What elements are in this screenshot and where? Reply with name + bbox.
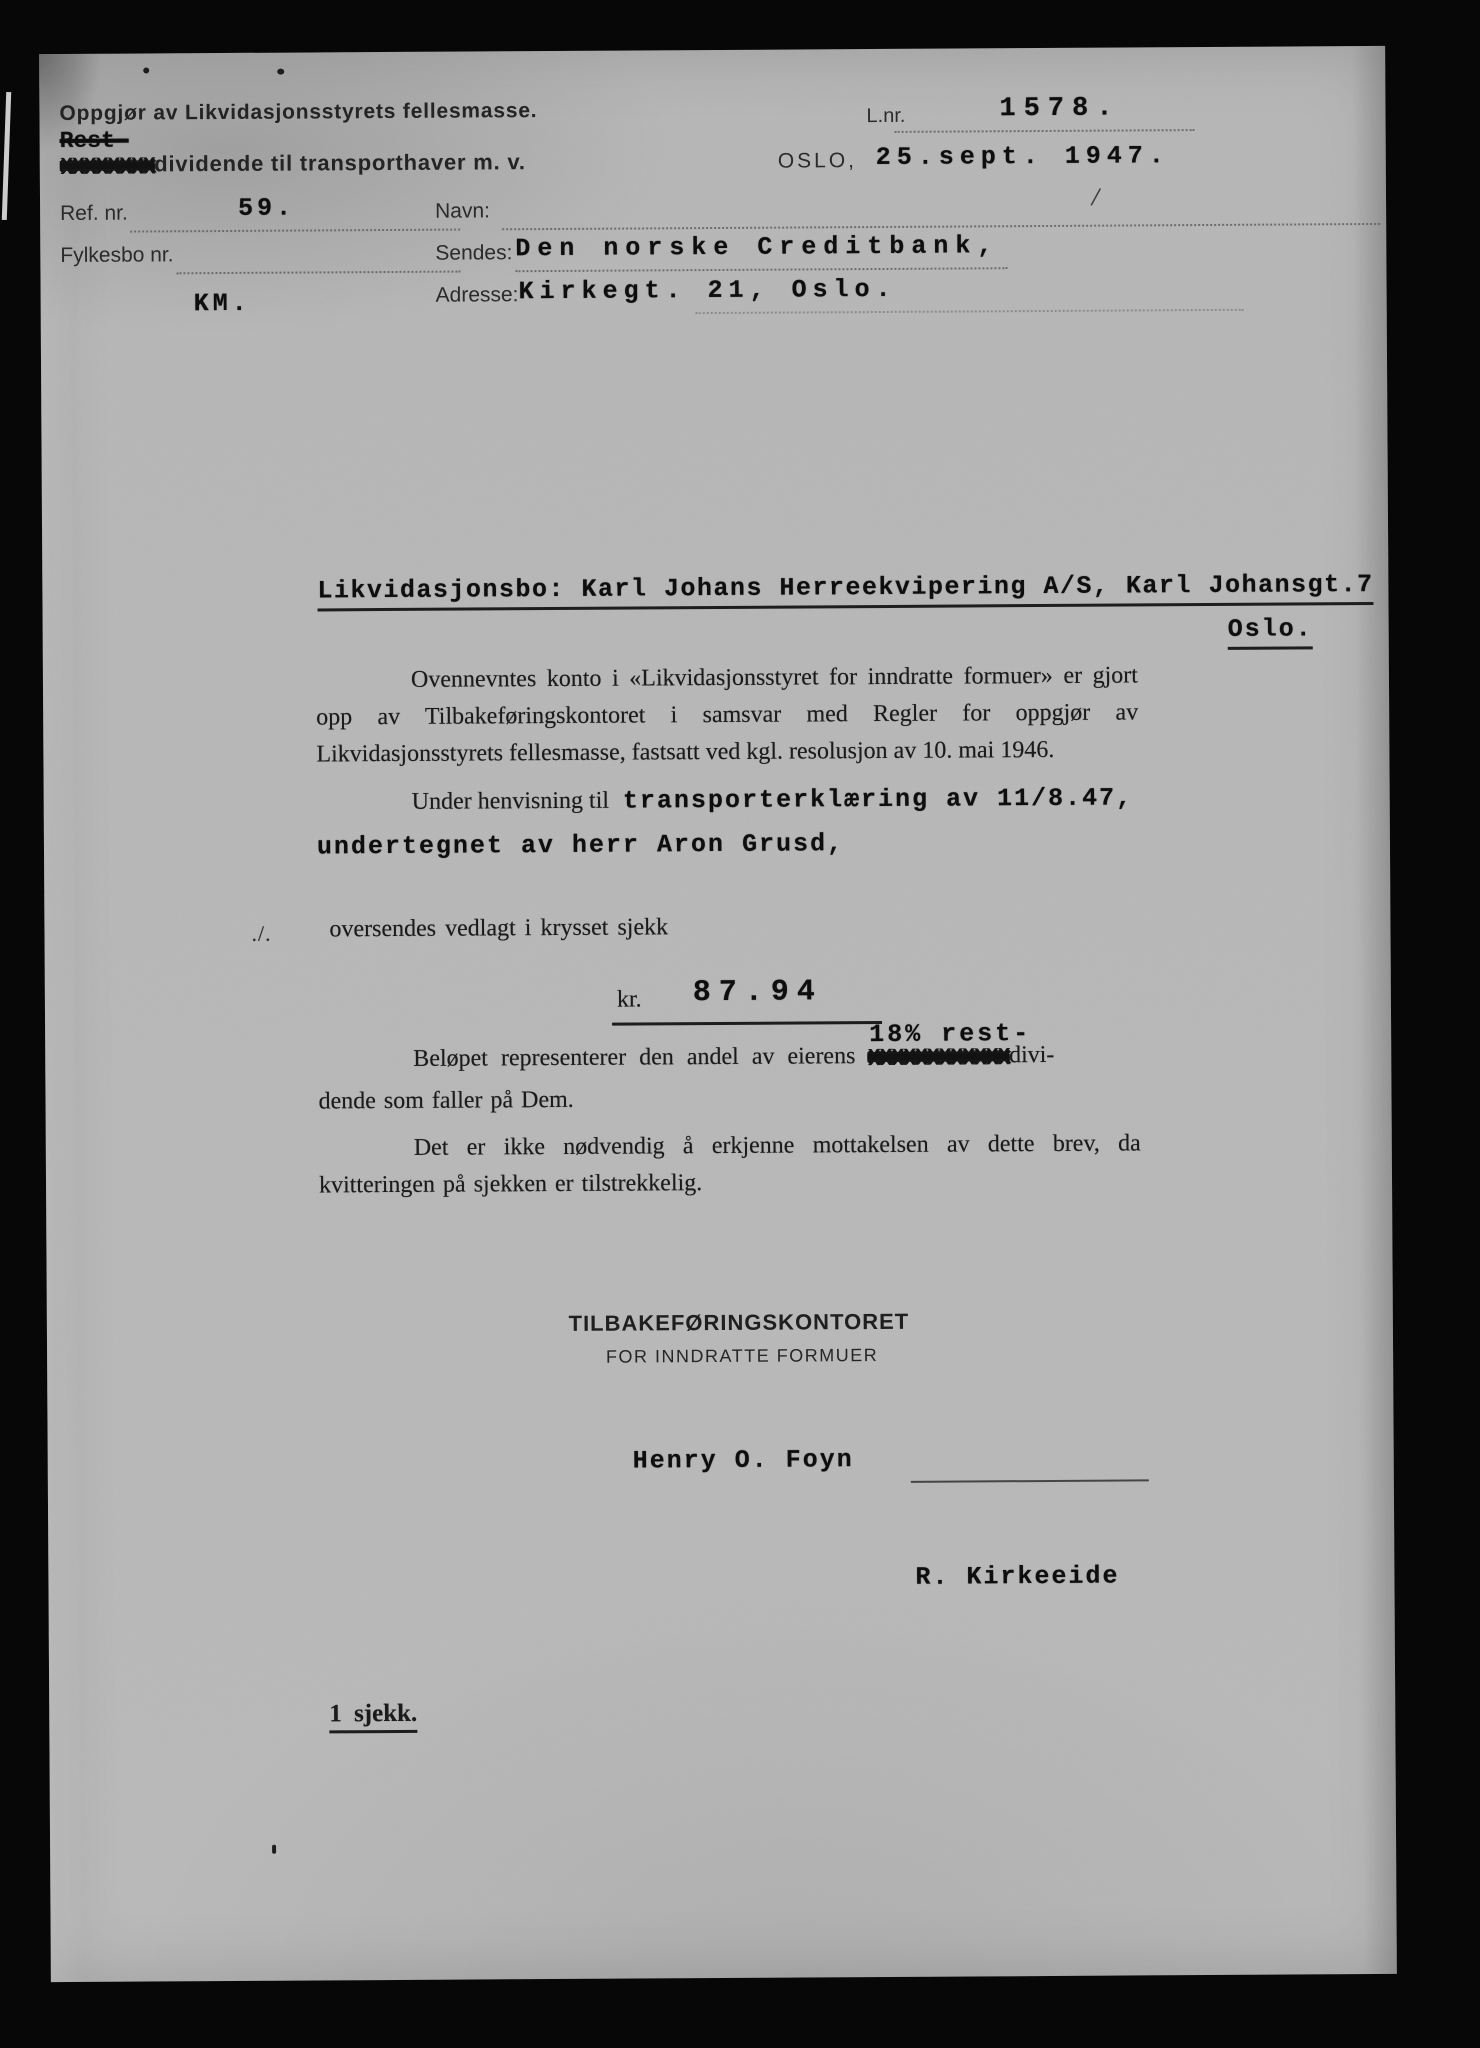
document-page: [39, 46, 1397, 1982]
body-paragraph-2-line1: [412, 783, 1134, 816]
typed-correction-rest: Rest-: [59, 127, 129, 155]
place-label: OSLO,: [777, 149, 858, 173]
ref-nr-label: Ref. nr.: [60, 201, 128, 226]
body-paragraph-1: Ovennevntes konto i «Likvidasjonsstyret for inndratte formuer» er gjort opp av Tilbakeføringskontoret i samsvar med Regler for oppgjør av Likvidasjonsstyrets fellesmasse, fastsatt ved kgl. resolusjon av 10. mai 1946.: [316, 662, 1139, 768]
subject-line1: Likvidasjonsbo: Karl Johans Herreekvipering A/S, Karl Johansgt.7: [317, 570, 1373, 611]
body-paragraph-5: Det er ikke nødvendig å erkjenne mottakelsen av dette brev, da kvitteringen på sjekken er tilstrekkelig.: [318, 1130, 1141, 1199]
ref-nr-value: 59.: [237, 193, 296, 223]
typed-signature-henry-foyn: Henry O. Foyn: [632, 1445, 854, 1476]
initials-km: KM.: [193, 288, 251, 319]
paragraph-4-typed-correction: 18% rest-: [869, 1019, 1032, 1050]
scan-speck-1: [143, 67, 149, 73]
adresse-label: Adresse:: [435, 283, 519, 307]
office-name-line1: TILBAKEFØRINGSKONTORET: [568, 1308, 910, 1336]
ref-nr-dotted-line: [130, 229, 460, 233]
subject-line2: Oslo.: [1228, 614, 1313, 650]
paragraph-4-struck-word: xxxxxxxxxxxx: [867, 1043, 1010, 1071]
paragraph-2-printed: Under henvisning til: [411, 787, 610, 815]
typed-signature-kirkeeide: R. Kirkeeide: [915, 1561, 1120, 1592]
scan-speck-2: [277, 69, 284, 75]
office-name-line2: FOR INNDRATTE FORMUER: [605, 1345, 879, 1367]
form-title-line1: Oppgjør av Likvidasjonsstyrets fellesmasse.: [59, 99, 538, 126]
adresse-dotted-line: [696, 309, 1244, 314]
paragraph-2-typed1: transporterklæring av 11/8.47,: [622, 783, 1134, 816]
body-paragraph-3: oversendes vedlagt i krysset sjekk: [329, 914, 669, 943]
fylkesbo-label: Fylkesbo nr.: [60, 243, 174, 268]
stray-slash-mark: /: [1089, 181, 1103, 213]
form-title-line2-text: dividende til transporthaver m. v.: [154, 149, 526, 177]
amount-underline: [612, 1021, 882, 1026]
date-value: 25.sept. 1947.: [875, 141, 1170, 173]
body-paragraph-2-line2: undertegnet av herr Aron Grusd,: [316, 829, 845, 862]
signature-line: [911, 1479, 1149, 1482]
adresse-value: Kirkegt. 21, Oslo.: [518, 274, 897, 307]
body-paragraph-4-line2: dende som faller på Dem.: [318, 1086, 574, 1115]
lnr-dotted-line: [895, 129, 1195, 133]
sendes-dotted-line: [515, 267, 1007, 272]
amount-value: 87.94: [692, 975, 823, 1011]
scan-speck-3: [272, 1845, 276, 1854]
paragraph-4-part2: divi-: [1008, 1041, 1055, 1069]
sendes-label: Sendes:: [435, 241, 513, 265]
navn-dotted-line: [502, 223, 1380, 230]
navn-label: Navn:: [435, 199, 491, 223]
enclosure-note: 1 sjekk.: [329, 1700, 417, 1734]
paper-edge-sliver: [2, 92, 11, 220]
lnr-label: L.nr.: [866, 104, 906, 128]
paper-grain-texture: [39, 46, 1397, 1982]
body-paragraph-4-line1: [318, 1019, 1055, 1073]
struck-out-word: xxxxxxxx: [59, 152, 155, 180]
enclosure-mark: ./.: [251, 920, 272, 946]
fylkesbo-dotted-line: [176, 271, 460, 275]
paragraph-4-part1: Beløpet representerer den andel av eierens: [413, 1043, 856, 1072]
sendes-value: Den norske Creditbank,: [515, 231, 1000, 264]
lnr-value: 1578.: [999, 93, 1121, 125]
amount-label: kr.: [616, 986, 642, 1013]
form-title-line2: [60, 149, 526, 179]
